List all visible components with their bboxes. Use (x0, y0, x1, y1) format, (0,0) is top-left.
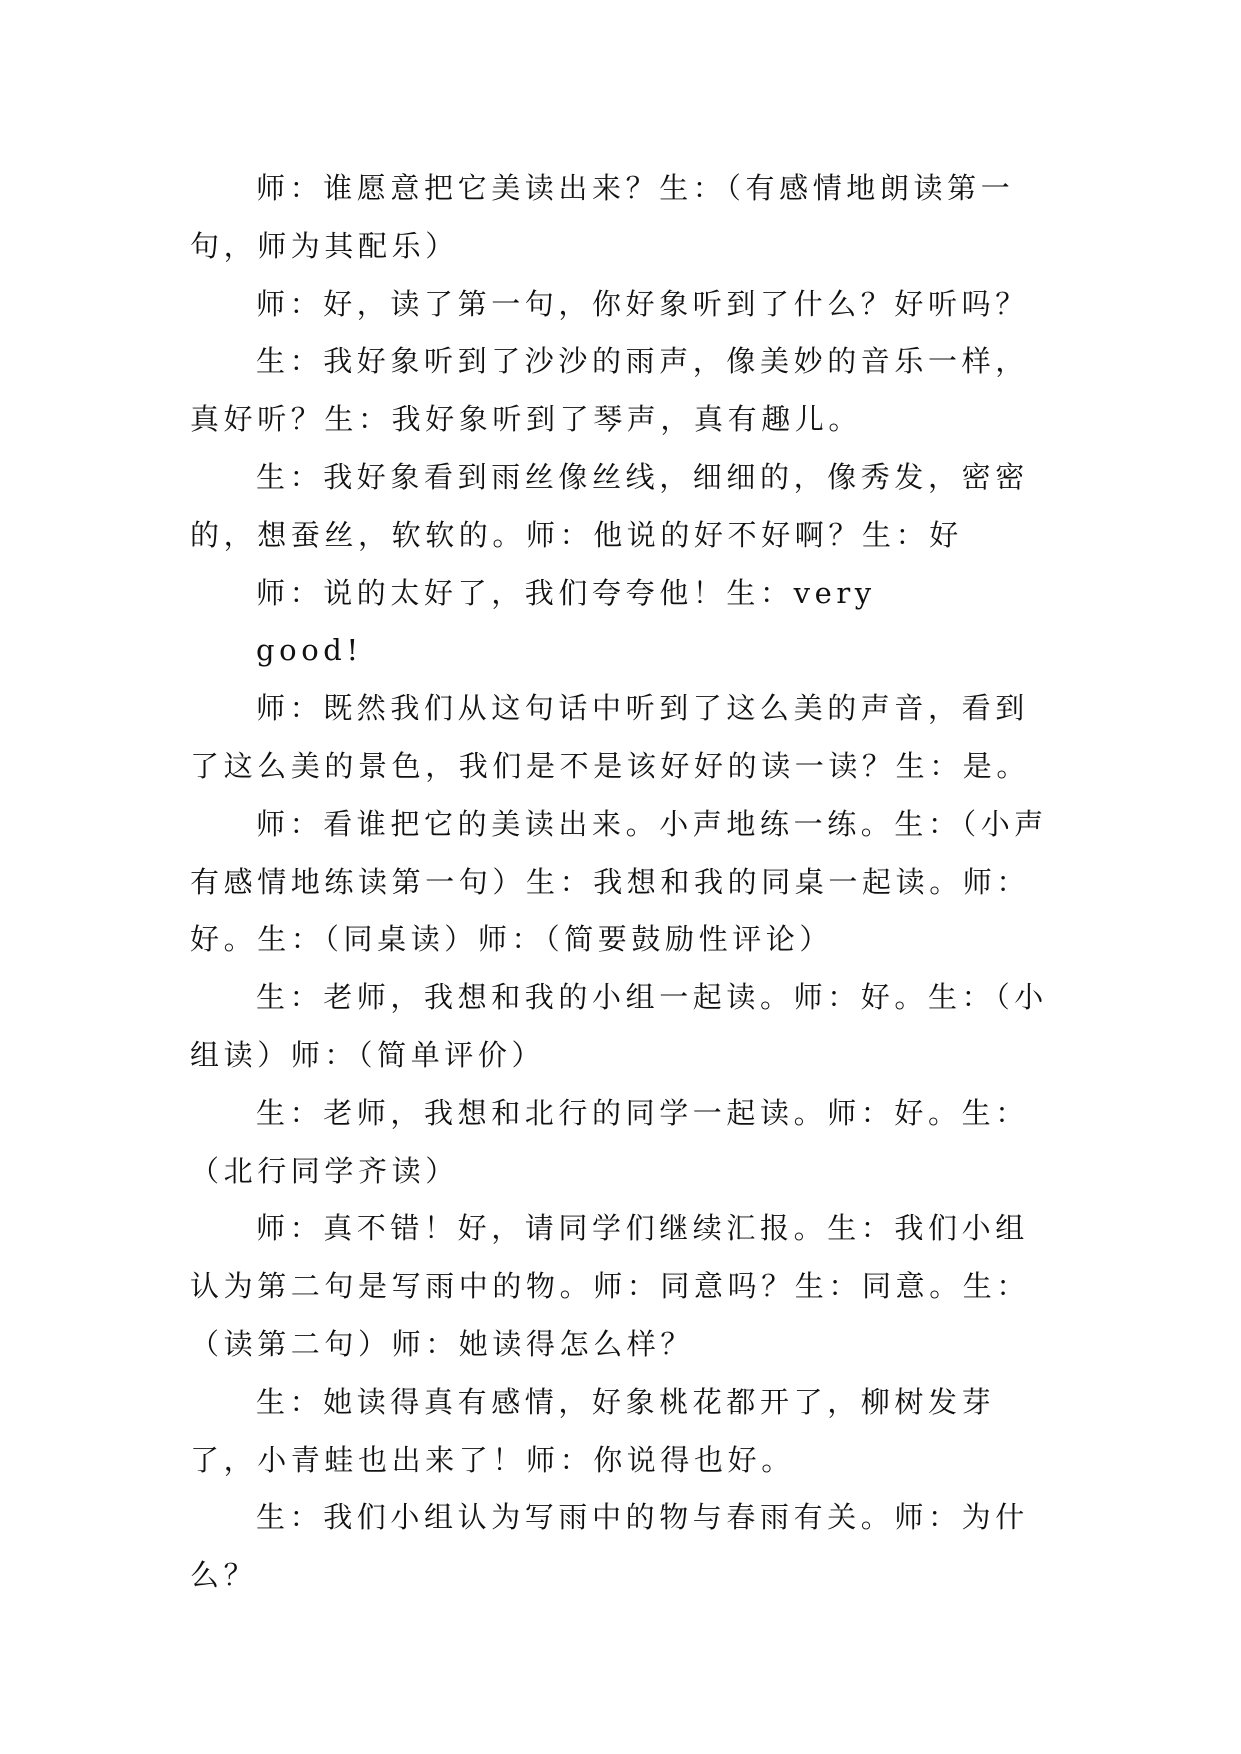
paragraph-3: 生：我好象听到了沙沙的雨声，像美妙的音乐一样，真好听？生：我好象听到了琴声，真有趣儿。 (190, 344, 1029, 437)
paragraph-12: 生：她读得真有感情，好象桃花都开了，柳树发芽了，小青蛙也出来了！师：你说得也好。 (190, 1384, 996, 1477)
paragraph-13: 生：我们小组认为写雨中的物与春雨有关。师：为什么？ (190, 1500, 1029, 1593)
paragraph-9: 生：老师，我想和我的小组一起读。师：好。生：（小组读）师：（简单评价） (190, 980, 1048, 1072)
paragraph-11: 师：真不错！好，请同学们继续汇报。生：我们小组认为第二句是写雨中的物。师：同意吗？生：同意。生：（读第二句）师：她读得怎么样？ (190, 1211, 1031, 1361)
paragraph-5: 师：说的太好了，我们夸夸他！生：very (256, 575, 876, 610)
paragraph-2: 师：好，读了第一句，你好象听到了什么？好听吗？ (256, 286, 1029, 321)
paragraph-8: 师：看谁把它的美读出来。小声地练一练。生：（小声有感情地练读第一句）生：我想和我的同桌一起读。师：好。生：（同桌读）师：（简要鼓励性评论） (190, 806, 1048, 957)
paragraph-4: 生：我好象看到雨丝像丝线，细细的，像秀发，密密的，想蚕丝，软软的。师：他说的好不好啊？生：好 (190, 459, 1029, 552)
paragraph-1: 师：谁愿意把它美读出来？生：（有感情地朗读第一句，师为其配乐） (190, 171, 1015, 263)
document-page (190, 160, 1058, 1605)
paragraph-10: 生：老师，我想和北行的同学一起读。师：好。生：（北行同学齐读） (190, 1095, 1029, 1188)
paragraph-6: good! (256, 633, 363, 668)
paragraph-7: 师：既然我们从这句话中听到了这么美的声音，看到了这么美的景色，我们是不是该好好的读一读？生：是。 (190, 691, 1031, 783)
